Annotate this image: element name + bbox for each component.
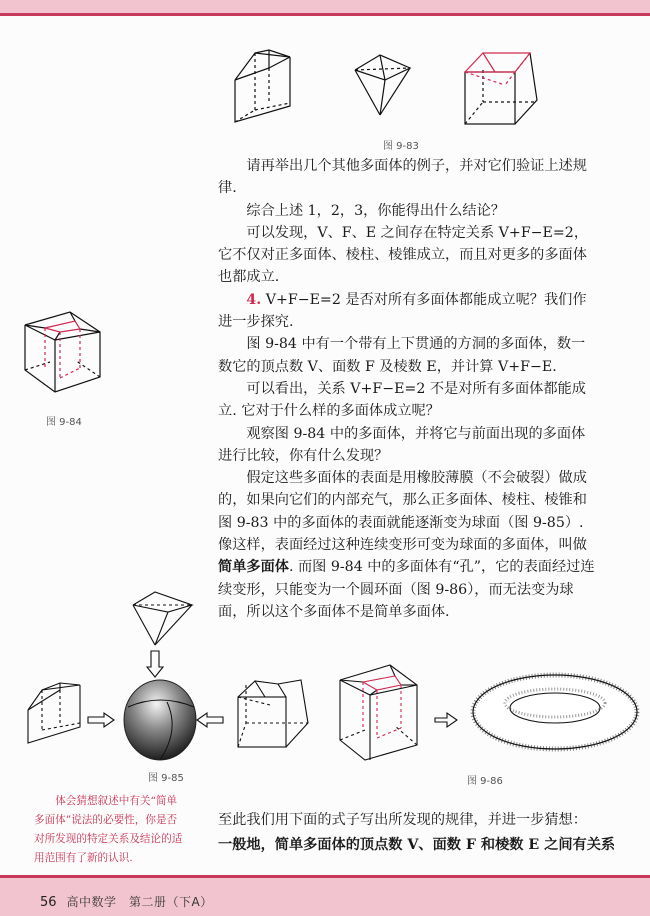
figure-9-84 xyxy=(20,300,110,400)
paragraph-7: 观察图 9-84 中的多面体，并将它与前面出现的多面体进行比较，你有什么发现？ xyxy=(218,425,586,464)
figure-9-83 xyxy=(225,40,555,135)
sphere xyxy=(124,680,196,760)
item-number-4: 4. xyxy=(246,291,262,308)
figure-9-83-caption: 图 9-83 xyxy=(383,141,419,152)
figure-9-84-caption: 图 9-84 xyxy=(46,417,82,428)
closing-line-2: 一般地，简单多面体的顶点数 V、面数 F 和棱数 E 之间有关系 xyxy=(218,837,616,853)
paragraph-3-body: V、F、E 之间存在特定关系 V+F−E=2，它不仅对正多面体、棱柱、棱锥成立，而且对更多的多面体也都成立. xyxy=(218,224,589,286)
page-footer xyxy=(40,893,213,910)
figure-9-86 xyxy=(335,650,645,765)
paragraph-3 xyxy=(218,222,598,289)
figure-9-85-caption: 图 9-85 xyxy=(148,773,184,784)
margin-note: 体会猜想叙述中有关“简单多面体”说法的必要性，你是否对所发现的特定关系及结论的适用范围有了新的认识. xyxy=(34,795,183,864)
closing-line-1: 至此我们用下面的式子写出所发现的规律，并进一步猜想： xyxy=(218,812,587,828)
paragraph-6: 可以看出，关系 V+F−E=2 不是对所有多面体都能成立. 它对于什么样的多面体成立呢？ xyxy=(218,380,586,420)
paragraph-2: 综合上述 1，2，3，你能得出什么结论？ xyxy=(246,202,505,219)
paragraph-4 xyxy=(218,289,598,334)
header-rule xyxy=(0,13,650,16)
paragraph-3-lead: 可以发现， xyxy=(246,224,318,241)
figure-9-86-caption: 图 9-86 xyxy=(467,776,503,787)
paragraph-5: 图 9-84 中有一个带有上下贯通的方洞的多面体，数一数它的顶点数 V、面数 F 及棱数 E，并计算 V+F−E. xyxy=(218,336,586,375)
paragraph-8-part-b: . 而图 9-84 中的多面体有“孔”，它的表面经过连续变形，只能变为一个圆环面（图 9-86），而无法变为球面，所以这个多面体不是简单多面体. xyxy=(218,559,595,620)
closing-text xyxy=(218,808,618,858)
term-simple-polyhedron: 简单多面体 xyxy=(218,559,289,576)
paragraph-8-part-a: 假定这些多面体的表面是用橡胶薄膜（不会破裂）做成的，如果向它们的内部充气，那么正多面体、棱柱、棱锥和图 9-83 中的多面体的表面就能逐渐变为球面（图 9-85）. 像这样，表面经过这种连续变形可变为球面的多面体，叫做 xyxy=(218,470,587,554)
figure-9-85 xyxy=(20,585,320,765)
page-number: 56 xyxy=(40,895,57,910)
paragraph-4-body: V+F−E=2 是否对所有多面体都能成立呢？我们作进一步探究. xyxy=(218,291,587,331)
main-text xyxy=(218,155,598,623)
book-title: 高中数学 第二册（下A） xyxy=(66,895,213,909)
header-band xyxy=(0,0,650,13)
paragraph-1: 请再举出几个其他多面体的例子，并对它们验证上述规律. xyxy=(218,158,587,197)
